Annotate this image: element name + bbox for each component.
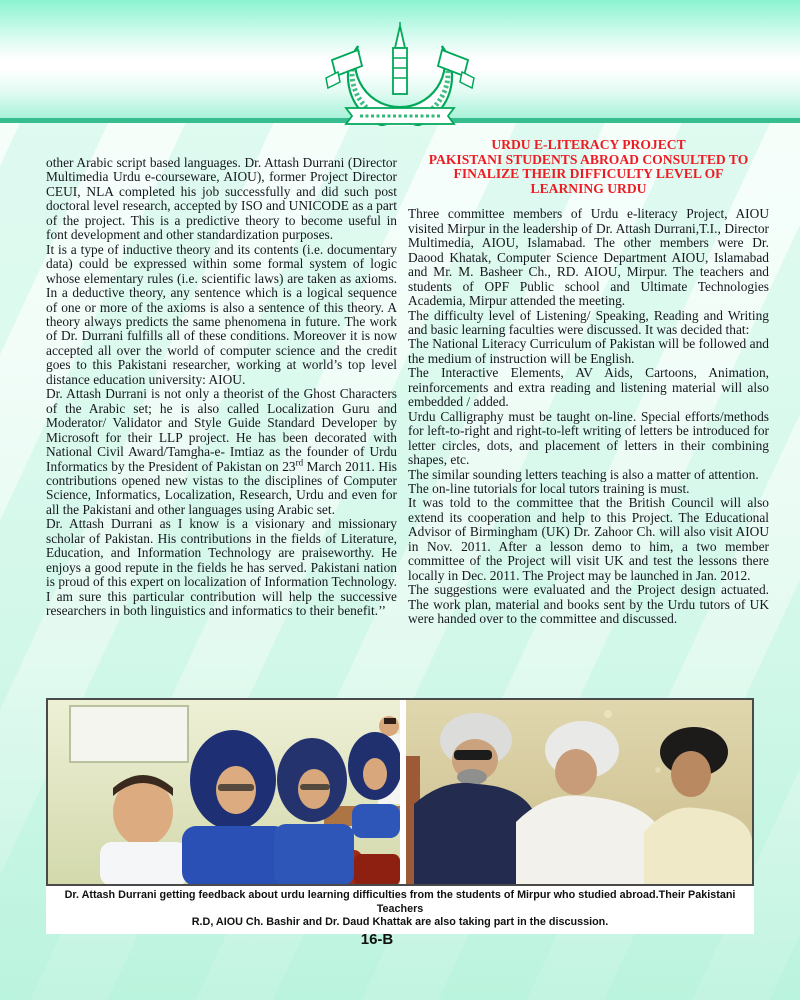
meeting-photo: [46, 698, 754, 886]
right-column: [408, 123, 769, 627]
article-paragraph: other Arabic script based languages. Dr. Attash Durrani (Director Multimedia Urdu e-courseware, AIOU), former Project Director CEUI, NLA completed his job successfully and did such post doctoral level research, accepted by ISO and UNICODE as a part of the project. This is a predictive theory to become useful in font development and other standardization purposes.: [46, 155, 397, 243]
headline-line: FINALIZE THEIR DIFFICULTY LEVEL OF: [453, 166, 724, 182]
photo-caption: [46, 886, 754, 934]
article-paragraph: Urdu Calligraphy must be taught on-line. Special efforts/methods for left-to-right and right-to-left writing of letters be introduced for letter circles, dots, and placement of letters in their combining shapes, etc.: [408, 408, 769, 468]
students-photo: [48, 700, 402, 884]
article-paragraph: The difficulty level of Listening/ Speaking, Reading and Writing and basic learning faculties were discussed. It was decided that:: [408, 307, 769, 337]
aiou-emblem-drawing: [324, 22, 476, 126]
photo-caption-line: R.D, AIOU Ch. Bashir and Dr. Daud Khattak are also taking part in the discussion.: [191, 916, 609, 928]
article-paragraph: The National Literacy Curriculum of Pakistan will be followed and the medium of instruction will be English.: [408, 336, 769, 366]
article-paragraph: The on-line tutorials for local tutors training is must.: [408, 480, 690, 496]
article-paragraph: Three committee members of Urdu e-literacy Project, AIOU visited Mirpur in the leadership of Dr. Attash Durrani,T.I., Director Multimedia, AIOU, Islamabad. The other members were Dr. Daood Khatak, Computer Science Department AIOU, Islamabad and Mr. M. Basheer Ch., RD. AIOU, Mirpur. The teachers and students of OPF Public school and Ultimate Technologies Academia, Mirpur attended the meeting.: [408, 206, 769, 309]
headline-line: PAKISTANI STUDENTS ABROAD CONSULTED TO: [428, 151, 749, 167]
headline-line: URDU E-LITERACY PROJECT: [491, 137, 686, 152]
headline-line: LEARNING URDU: [530, 180, 647, 196]
article-paragraph: Dr. Attash Durrani is not only a theorist of the Ghost Characters of the Arabic set; he is also called Localization Guru and Moderator/ Validator and Style Guide Standard Developer by Microsoft for their LLP project. He has been decorated with National Civil Award/Tamgha-e- Imtiaz as the founder of Urdu Informatics by the President of Pakistan on 23rd March 2011. His contributions opened new vistas to the disciplines of Computer Science, Informatics, Localization, Research, Urdu and even for all the Pakistani and other languages using Arabic set.: [46, 386, 397, 517]
article-paragraph: It was told to the committee that the British Council will also extend its cooperation and help to this Project. The Educational Advisor of Birmingham (UK) Dr. Zahoor Ch. will also visit AIOU in Nov. 2011. After a lesson demo to him, a two member committee of the Project will visit UK and test the lessons there locally in Dec. 2011. The Project may be launched in Jan. 2012.: [408, 495, 769, 583]
left-column: [46, 123, 397, 627]
photo-illustration: [48, 700, 752, 884]
photo-divider: [400, 700, 406, 884]
article-paragraph: The similar sounding letters teaching is also a matter of attention.: [408, 466, 759, 482]
photo-caption-line: Dr. Attash Durrani getting feedback about urdu learning difficulties from the students of Mirpur who studied abroad.Their Pakistani Teachers: [64, 889, 736, 915]
teachers-photo: [406, 700, 752, 884]
photo-section: [46, 698, 754, 934]
article-paragraph: Dr. Attash Durrani as I know is a visionary and missionary scholar of Pakistan. His contributions in the fields of Literature, Education, and Information Technology are praiseworthy. He enjoys a good repute in the fields he has served. Pakistani nation is proud of this expert on localization of Information Technology. I am sure this particular contribution will help the successive researchers in both linguistics and informatics to their benefit.’’: [46, 516, 397, 619]
article-paragraph: The suggestions were evaluated and the Project design actuated. The work plan, material and books sent by the Urdu tutors of UK were handed over to the committee and discussed.: [408, 582, 769, 627]
aiou-university-logo-icon: [324, 22, 476, 126]
ordinal-superscript: rd: [295, 457, 304, 468]
article-headline: [408, 138, 769, 196]
article-paragraph: It is a type of inductive theory and its contents (i.e. documentary data) could be expressed within some formal system of logic whose elementary rules (i.e. scientific laws) are taken as axioms. In a deductive theory, any sentence which is a logical sequence of one or more of the axioms is also a sentence of this theory. A theory always predicts the same phenomena in future. The work of Dr. Durrani fulfills all of these conditions. Moreover it is now accepted all over the world of computer science and the credit goes to this Pakistani researcher, working at world’s top level distance education university: AIOU.: [46, 241, 397, 387]
article-columns: [46, 123, 769, 627]
page-number: 16-B: [360, 931, 394, 948]
article-paragraph: The Interactive Elements, AV Aids, Cartoons, Animation, reinforcements and extra reading and listening material will also embedded / added.: [408, 365, 769, 410]
